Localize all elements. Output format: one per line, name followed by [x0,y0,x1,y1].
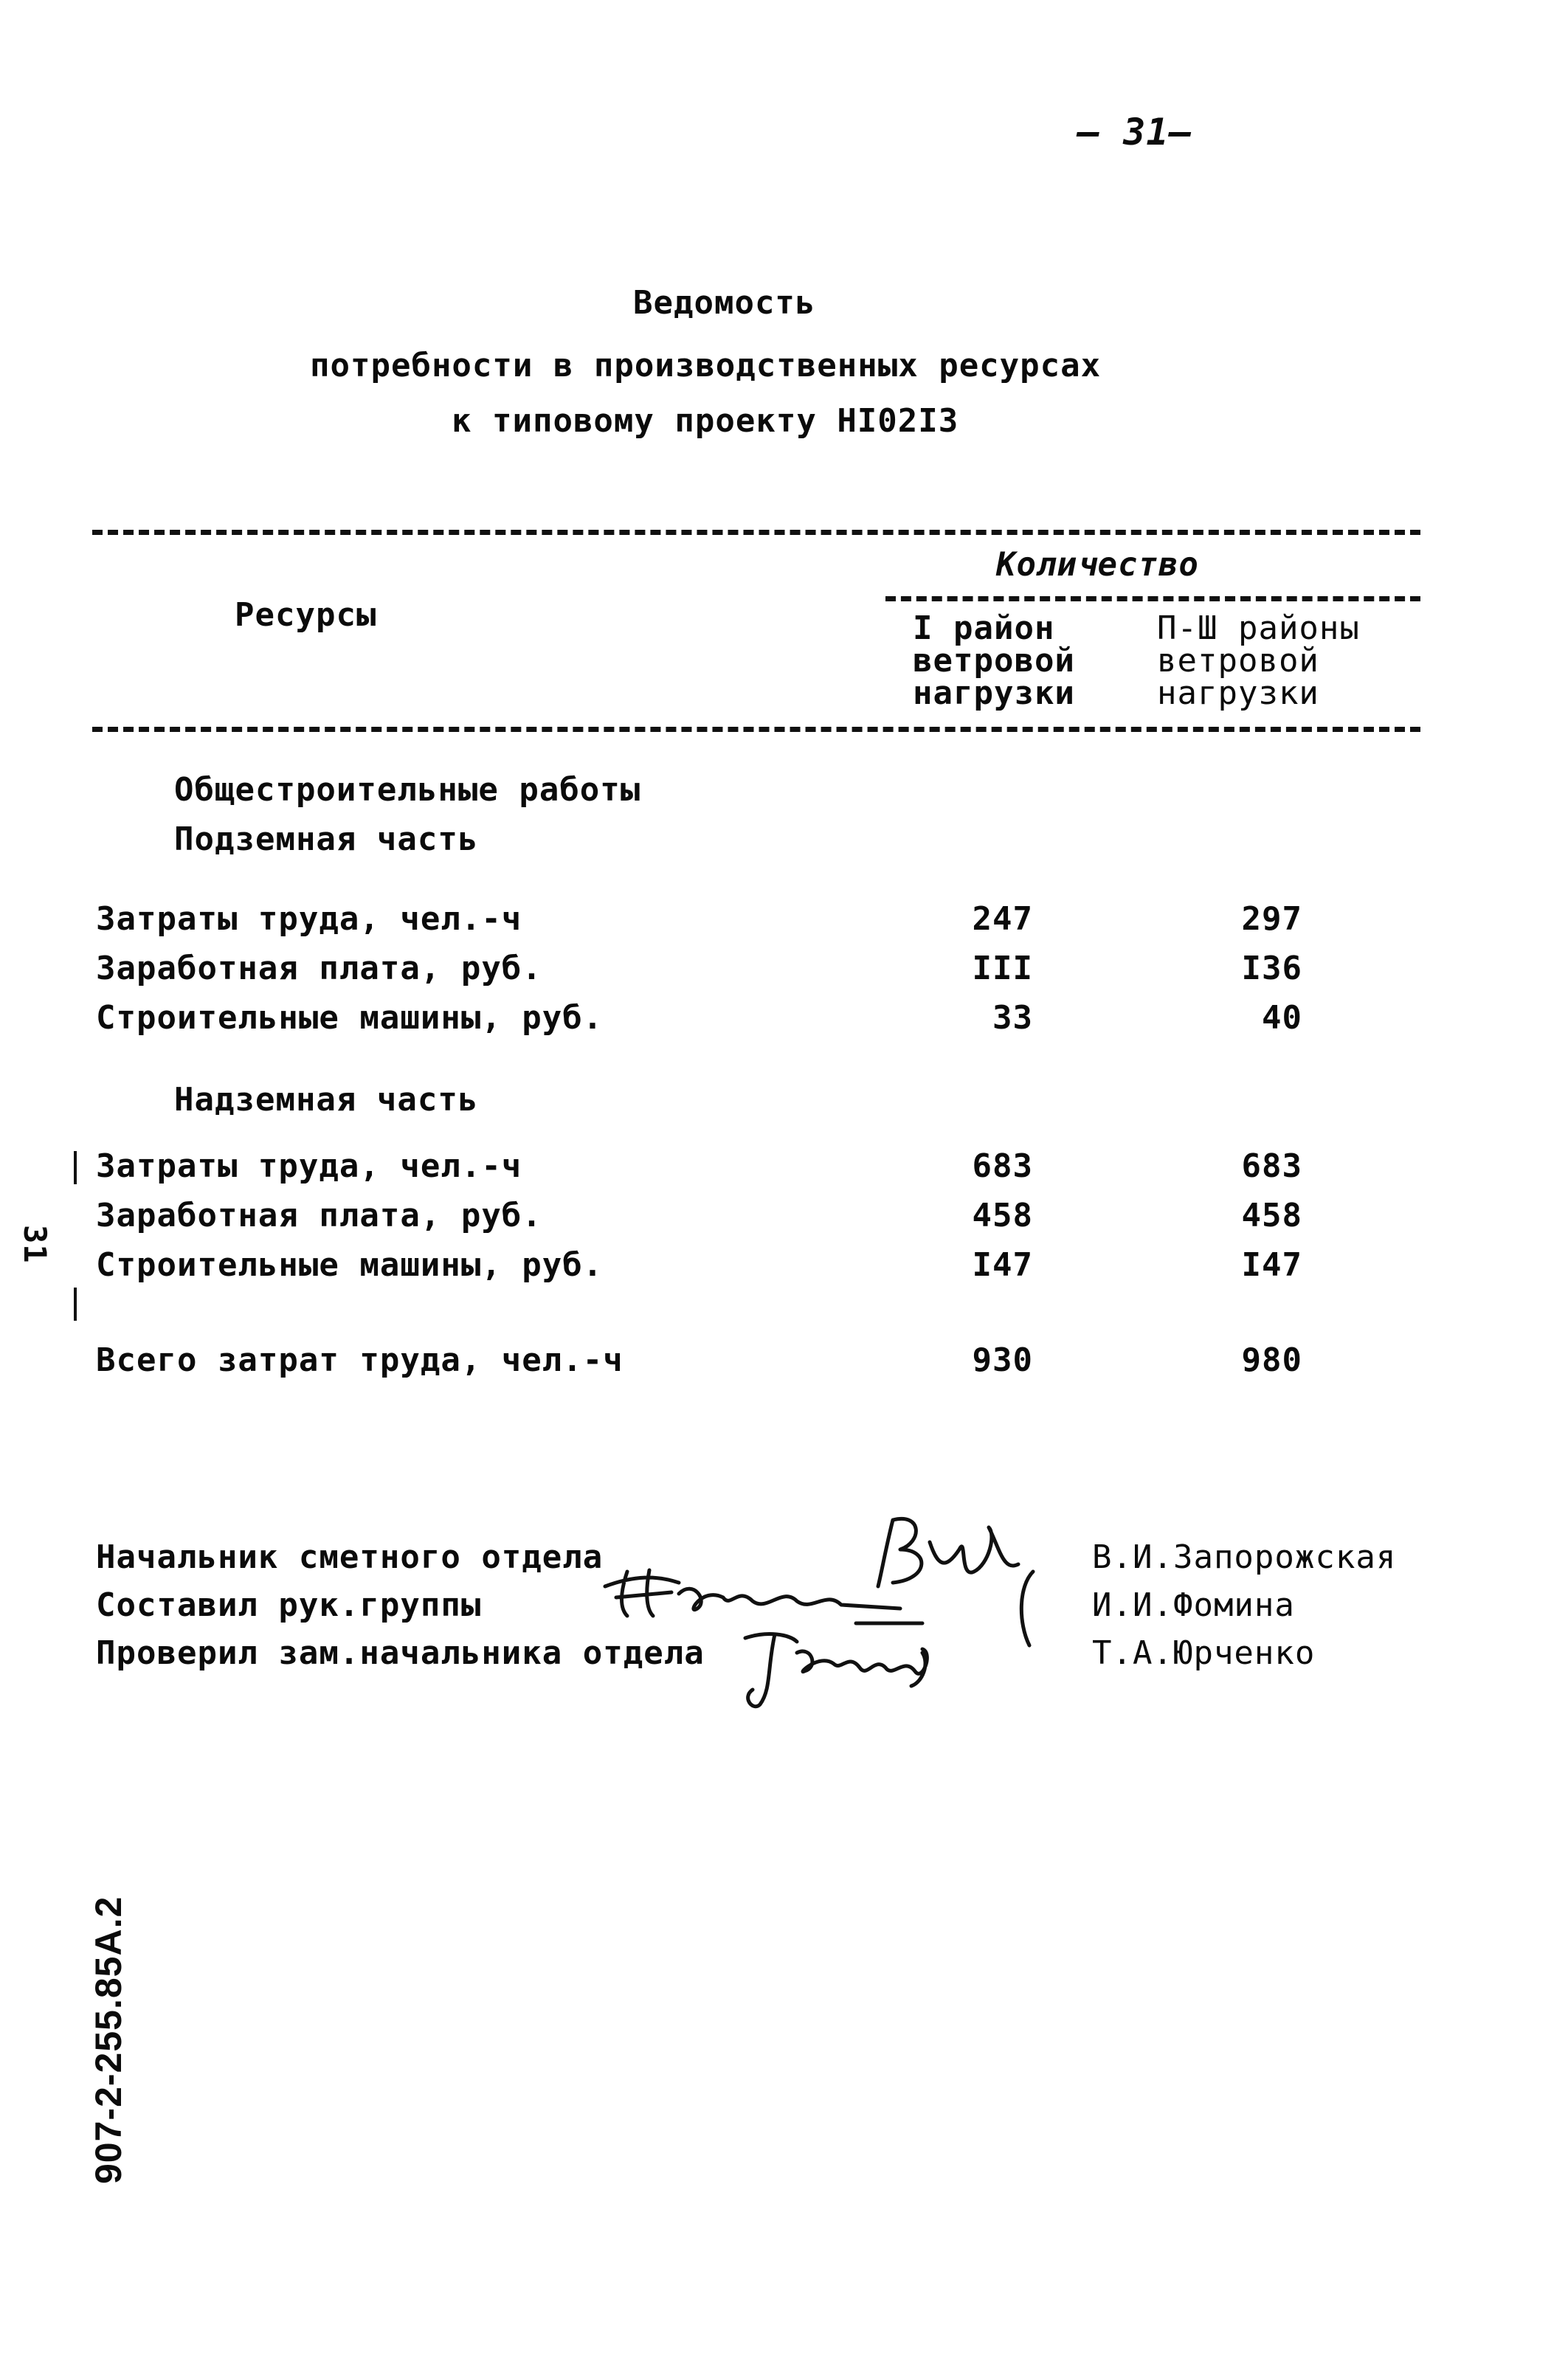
underground-row-2-label: Заработная плата, руб. [96,950,542,987]
zone2-line-3: нагрузки [1157,674,1319,712]
signature-role-1: Начальник сметного отдела [96,1538,604,1576]
underground-row-1-v2: 297 [1241,900,1302,938]
title-line-3: к типовому проекту НI02I3 [452,402,959,440]
signature-name-3: Т.А.Юрченко [1092,1634,1316,1672]
underground-row-2-v1: III [972,950,1033,987]
signature-role-3: Проверил зам.начальника отдела [96,1634,705,1672]
signature-name-2: И.И.Фомина [1092,1586,1295,1624]
aboveground-row-3-v2: I47 [1241,1246,1302,1284]
zone1-line-1: I район [913,609,1055,647]
signature-role-2: Составил рук.группы [96,1586,482,1624]
col-header-resources: Ресурсы [235,596,377,634]
zone2-line-2: ветровой [1157,642,1319,680]
aboveground-row-3-label: Строительные машины, руб. [96,1246,604,1284]
zone1-line-2: ветровой [913,642,1075,680]
quantity-sub-rule [885,596,1420,601]
document-code: 907-2-255.85А.2 [88,1896,129,2184]
zone2-line-1: П-Ш районы [1157,609,1360,647]
aboveground-row-1-v2: 683 [1241,1147,1302,1185]
col-header-zone1 [913,609,1075,712]
signature-scribble-1 [878,1518,1018,1586]
title-line-2: потребности в производственных ресурсах [310,347,1102,384]
title-line-1: Ведомость [633,284,816,322]
aboveground-row-2-label: Заработная плата, руб. [96,1197,542,1234]
zone1-line-3: нагрузки [913,674,1075,712]
underground-row-1-label: Затраты труда, чел.-ч [96,900,522,938]
aboveground-row-2-v1: 458 [972,1197,1033,1234]
underground-row-3-label: Строительные машины, руб. [96,999,604,1037]
section-underground: Подземная часть [174,820,479,858]
aboveground-row-3-v1: I47 [972,1246,1033,1284]
handwritten-signatures [576,1505,1048,1727]
total-v1: 930 [972,1341,1033,1379]
col-header-zone2 [1157,609,1360,712]
total-label: Всего затрат труда, чел.-ч [96,1341,624,1379]
aboveground-row-2-v2: 458 [1241,1197,1302,1234]
underground-row-3-v1: 33 [992,999,1033,1037]
margin-mark: 31 [17,1225,53,1264]
section-general: Общестроительные работы [174,771,641,809]
margin-bar-bottom [74,1288,77,1321]
underground-row-3-v2: 40 [1262,999,1302,1037]
margin-bar-top [74,1151,77,1184]
table-header-rule [92,727,1420,732]
total-v2: 980 [1241,1341,1302,1379]
aboveground-row-1-label: Затраты труда, чел.-ч [96,1147,522,1185]
col-header-quantity: Количество [996,546,1199,584]
signature-name-1: В.И.Запорожская [1092,1538,1397,1576]
underground-row-2-v2: I36 [1241,950,1302,987]
aboveground-row-1-v1: 683 [972,1147,1033,1185]
signature-scribble-3 [745,1634,927,1707]
section-aboveground: Надземная часть [174,1081,479,1119]
page-number: — 31— [1077,111,1192,153]
signature-scribble-2 [605,1570,922,1623]
table-top-rule [92,530,1420,535]
signature-scribble-bracket [1021,1572,1033,1645]
underground-row-1-v1: 247 [972,900,1033,938]
